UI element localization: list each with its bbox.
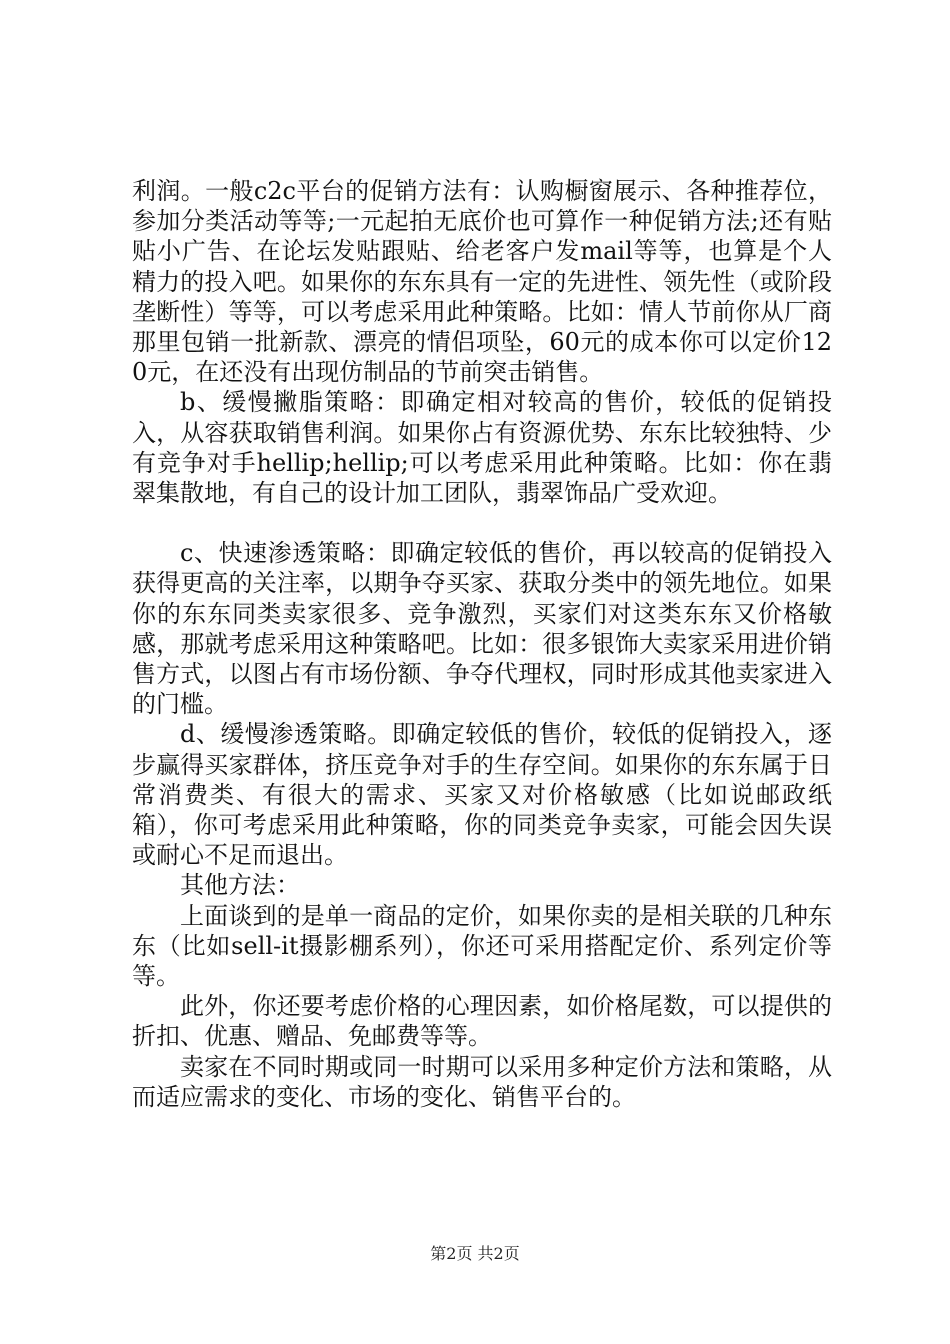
paragraph-fast-penetration: c、快速渗透策略：即确定较低的售价，再以较高的促销投入获得更高的关注率，以期争夺买家、获取分类中的领先地位。如果你的东东同类卖家很多、竞争激烈，买家们对这类东东又价格敏感，那就考虑采用这种策略吧。比如：很多银饰大卖家采用进价销售方式，以图占有市场份额、争夺代理权，同时形成其他卖家进入的门槛。 bbox=[132, 539, 832, 719]
page-number-footer: 第2页 共2页 bbox=[430, 1244, 520, 1263]
paragraph-slow-skimming: b、缓慢撇脂策略：即确定相对较高的售价，较低的促销投入，从容获取销售利润。如果你占有资源优势、东东比较独特、少有竞争对手hellip;hellip;可以考虑采用此种策略。比如：你在翡翠集散地，有自己的设计加工团队，翡翠饰品广受欢迎。 bbox=[132, 388, 832, 508]
paragraph-psychological-pricing: 此外，你还要考虑价格的心理因素，如价格尾数，可以提供的折扣、优惠、赠品、免邮费等等。 bbox=[132, 992, 832, 1051]
paragraph-slow-penetration: d、缓慢渗透策略。即确定较低的售价，较低的促销投入，逐步赢得买家群体，挤压竞争对手的生存空间。如果你的东东属于日常消费类、有很大的需求、买家又对价格敏感（比如说邮政纸箱），你可考虑采用此种策略，你的同类竞争卖家，可能会因失误或耐心不足而退出。 bbox=[132, 720, 832, 870]
paragraph-conclusion: 卖家在不同时期或同一时期可以采用多种定价方法和策略，从而适应需求的变化、市场的变化、销售平台的。 bbox=[132, 1052, 832, 1111]
paragraph-bundle-pricing: 上面谈到的是单一商品的定价，如果你卖的是相关联的几种东东（比如sell-it摄影棚系列），你还可采用搭配定价、系列定价等等。 bbox=[132, 901, 832, 991]
document-body bbox=[132, 176, 832, 1112]
paragraph-other-methods-heading: 其他方法： bbox=[180, 871, 300, 900]
paragraph-promotion-methods: 利润。一般c2c平台的促销方法有：认购橱窗展示、各种推荐位，参加分类活动等等;一元起拍无底价也可算作一种促销方法;还有贴贴小广告、在论坛发贴跟贴、给老客户发mail等等，也算是个人精力的投入吧。如果你的东东具有一定的先进性、领先性（或阶段垄断性）等等，可以考虑采用此种策略。比如：情人节前你从厂商那里包销一批新款、漂亮的情侣项坠，60元的成本你可以定价120元，在还没有出现仿制品的节前突击销售。 bbox=[132, 177, 832, 387]
